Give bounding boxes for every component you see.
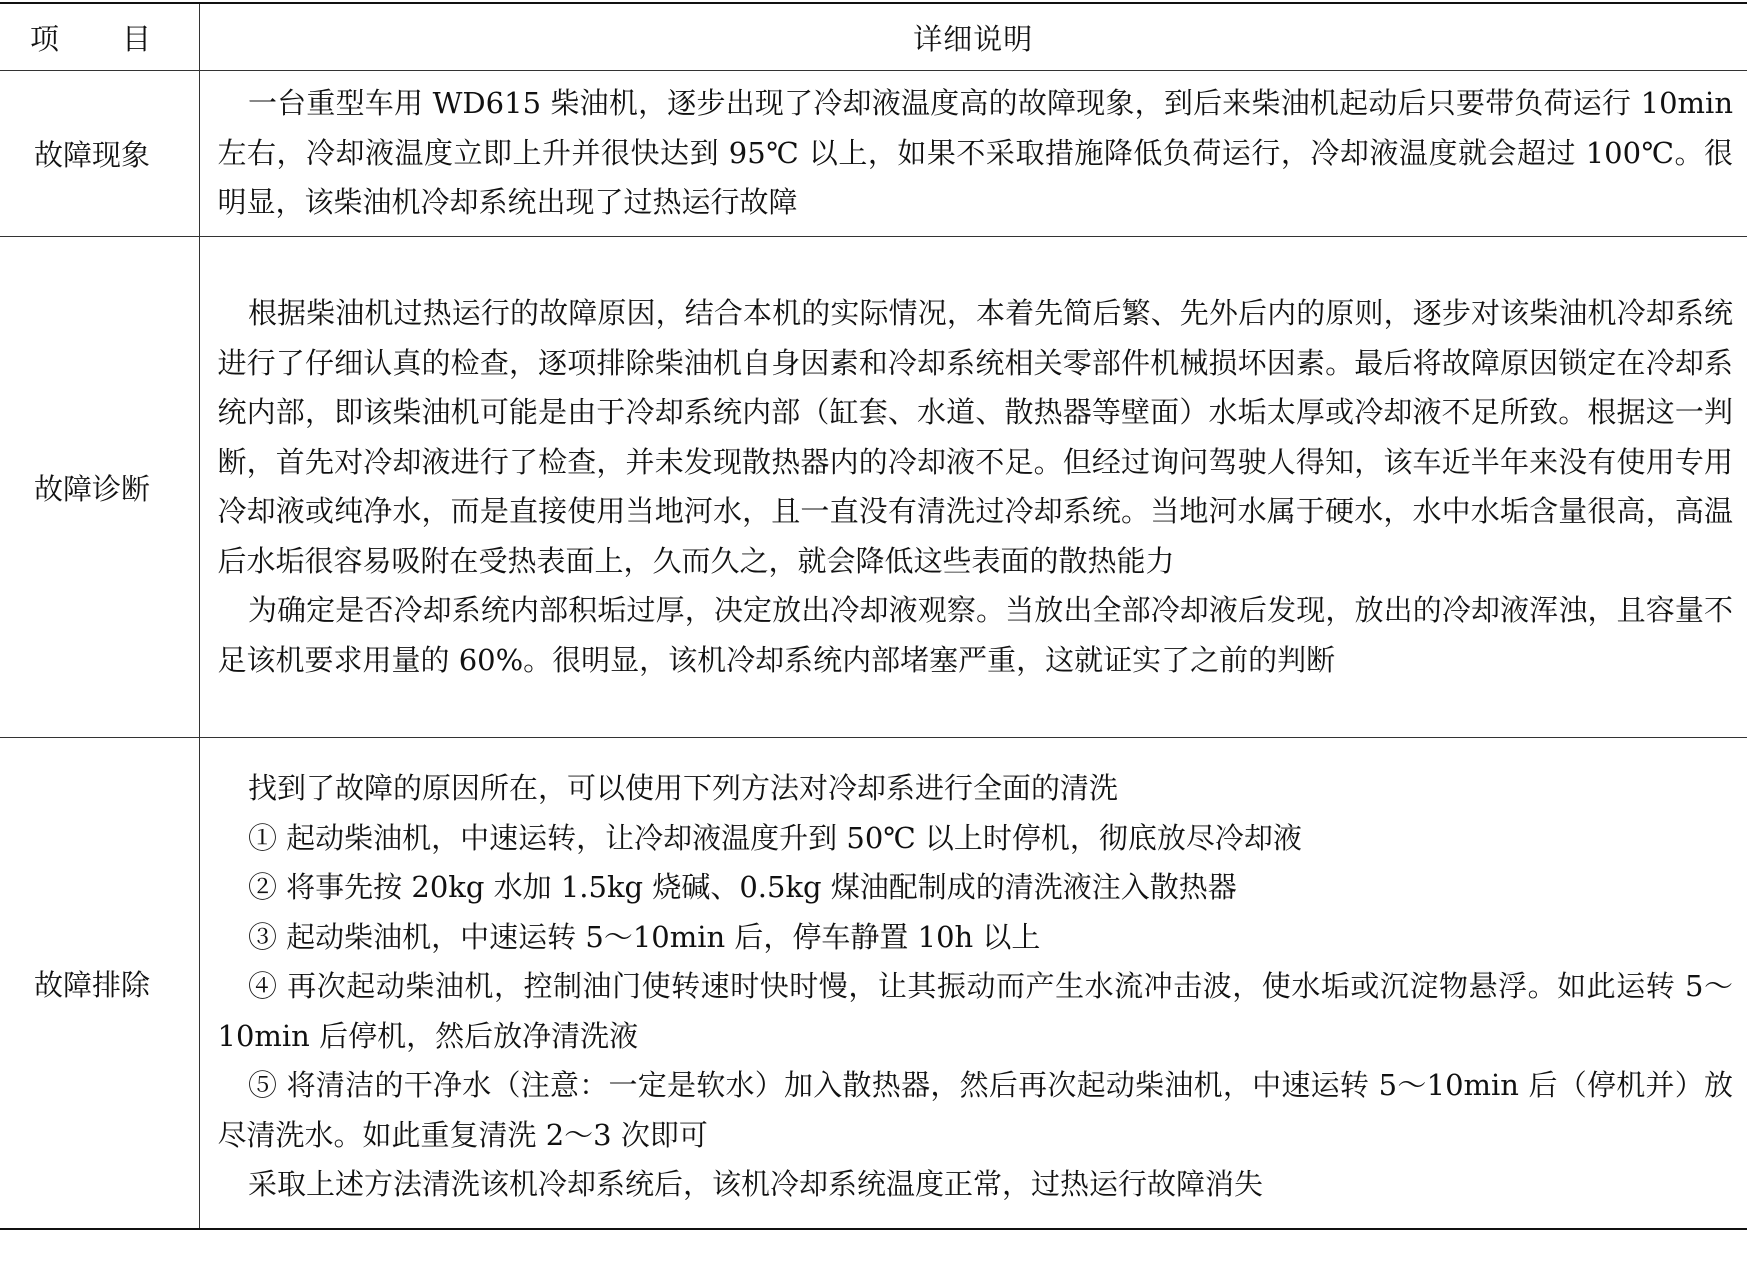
table-row-diagnosis (0, 237, 1747, 738)
header-item-char-1: 项 (30, 21, 61, 56)
row-detail-diagnosis (199, 237, 1747, 738)
fix-paragraph-intro: 找到了故障的原因所在，可以使用下列方法对冷却系进行全面的清洗 (247, 771, 1118, 806)
fix-step-4: ④ 再次起动柴油机，控制油门使转速时快时慢，让其振动而产生水流冲击波，使水垢或沉淀物悬浮。如此运转 5～10min 后停机，然后放净清洗液 (217, 969, 1733, 1053)
diagnosis-paragraph-2: 为确定是否冷却系统内部积垢过厚，决定放出冷却液观察。当放出全部冷却液后发现，放出的冷却液浑浊，且容量不足该机要求用量的 60%。很明显，该机冷却系统内部堵塞严重，这就证实了之前的判断 (217, 593, 1733, 677)
fix-step-2: ② 将事先按 20kg 水加 1.5kg 烧碱、0.5kg 煤油配制成的清洗液注入散热器 (247, 870, 1237, 905)
fix-paragraph-result: 采取上述方法清洗该机冷却系统后，该机冷却系统温度正常，过热运行故障消失 (247, 1167, 1263, 1202)
row-label-diagnosis: 故障诊断 (0, 237, 199, 738)
diagnosis-paragraph-1: 根据柴油机过热运行的故障原因，结合本机的实际情况，本着先简后繁、先外后内的原则，逐步对该柴油机冷却系统进行了仔细认真的检查，逐项排除柴油机自身因素和冷却系统相关零部件机械损坏因素。最后将故障原因锁定在冷却系统内部，即该柴油机可能是由于冷却系统内部（缸套、水道、散热器等壁面）水垢太厚或冷却液不足所致。根据这一判断，首先对冷却液进行了检查，并未发现散热器内的冷却液不足。但经过询问驾驶人得知，该车近半年来没有使用专用冷却液或纯净水，而是直接使用当地河水，且一直没有清洗过冷却系统。当地河水属于硬水，水中水垢含量很高，高温后水垢很容易吸附在受热表面上，久而久之，就会降低这些表面的散热能力 (217, 296, 1733, 578)
fix-step-1: ① 起动柴油机，中速运转，让冷却液温度升到 50℃ 以上时停机，彻底放尽冷却液 (247, 820, 1302, 855)
header-item-char-2: 目 (122, 21, 153, 56)
fix-step-5: ⑤ 将清洁的干净水（注意：一定是软水）加入散热器，然后再次起动柴油机，中速运转 5～10min 后（停机并）放尽清洗水。如此重复清洗 2～3 次即可 (217, 1068, 1733, 1152)
table-header-row (0, 3, 1747, 71)
table-row-fix (0, 738, 1747, 1230)
row-label-symptom: 故障现象 (0, 71, 199, 237)
row-label-fix: 故障排除 (0, 738, 199, 1230)
symptom-paragraph: 一台重型车用 WD615 柴油机，逐步出现了冷却液温度高的故障现象，到后来柴油机起动后只要带负荷运行 10min 左右，冷却液温度立即上升并很快达到 95℃ 以上，如果不采取措施降低负荷运行，冷却液温度就会超过 100℃。很明显，该柴油机冷却系统出现了过热运行故障 (217, 86, 1733, 220)
row-detail-fix (199, 738, 1747, 1230)
fix-step-3: ③ 起动柴油机，中速运转 5～10min 后，停车静置 10h 以上 (247, 919, 1041, 954)
row-detail-symptom (199, 71, 1747, 237)
header-item (0, 3, 199, 71)
table-row-symptom (0, 71, 1747, 237)
fault-table (0, 2, 1747, 1230)
header-detail: 详细说明 (199, 3, 1747, 71)
